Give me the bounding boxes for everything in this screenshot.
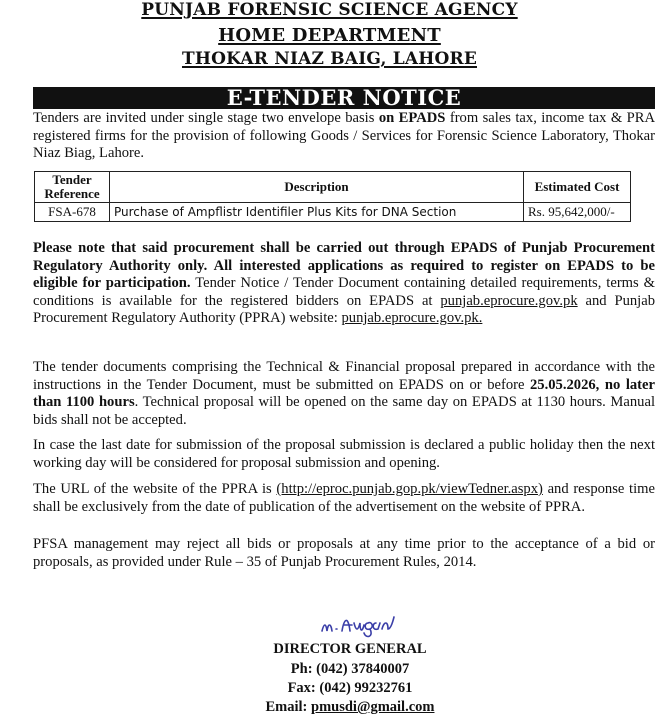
eprocure-link-2[interactable]: punjab.eprocure.gov.pk. bbox=[341, 310, 483, 327]
col-header-description: Description bbox=[110, 172, 524, 203]
cell-reference: FSA-678 bbox=[35, 203, 110, 222]
submission-paragraph: The tender documents comprising the Technical & Financial proposal prepared in accordance with the instructions in the Tender Document, must be submitted on EPADS on or before 25.05.2026, no later than 1100 hours. Technical proposal will be opened on the same day on EPADS at 1130 hours. Manual bids shall not be accepted. bbox=[33, 359, 655, 428]
tender-table bbox=[34, 171, 631, 222]
ppra-url-paragraph: The URL of the website of the PPRA is (http://eproc.punjab.gop.pk/viewTedner.aspx) and response time shall be exclusively from the date of publication of the advertisement on the website of PPRA. bbox=[33, 481, 655, 515]
agency-name: PUNJAB FORENSIC SCIENCE AGENCY bbox=[141, 0, 518, 20]
ppra-url-link[interactable]: (http://eproc.punjab.gop.pk/viewTedner.aspx) bbox=[276, 481, 543, 497]
table-row bbox=[35, 203, 631, 222]
email-link[interactable]: pmusdi@gmail.com bbox=[311, 699, 435, 715]
col-header-reference: Tender Reference bbox=[35, 172, 110, 203]
col-header-cost: Estimated Cost bbox=[524, 172, 631, 203]
intro-paragraph: Tenders are invited under single stage two envelope basis on EPADS from sales tax, income tax & PRA registered firms for the provision of following Goods / Services for Forensic Science Laboratory, Thokar Niaz Biag, Lahore. bbox=[33, 110, 656, 162]
table-header-row bbox=[35, 172, 631, 203]
holiday-paragraph: In case the last date for submission of the proposal submission is declared a public holiday then the next working day will be considered for proposal submission and opening. bbox=[33, 437, 655, 471]
notice-banner: E-TENDER NOTICE bbox=[33, 87, 655, 109]
department-name: HOME DEPARTMENT bbox=[218, 25, 441, 46]
procurement-paragraph: Please note that said procurement shall be carried out through EPADS of Punjab Procurement Regulatory Authority only. All interested applications as required to register on EPADS to be eligible for participation. Tender Notice / Tender Document containing detailed requirements, terms & conditions is available for the registered bidders on EPADS at punjab.eprocure.gov.pk and Punjab Procurement Regulatory Authority (PPRA) website: punjab.eprocure.gov.pk. bbox=[33, 240, 655, 327]
rejection-paragraph: PFSA management may reject all bids or proposals at any time prior to the acceptance of a bid or proposals, as provided under Rule – 35 of Punjab Procurement Rules, 2014. bbox=[33, 536, 655, 570]
email-line: Email: pmusdi@gmail.com bbox=[265, 699, 435, 715]
signatory-title: DIRECTOR GENERAL bbox=[273, 641, 427, 657]
fax-number: Fax: (042) 99232761 bbox=[287, 680, 413, 696]
eprocure-link[interactable]: punjab.eprocure.gov.pk bbox=[440, 292, 578, 309]
agency-address: THOKAR NIAZ BAIG, LAHORE bbox=[181, 49, 477, 69]
cell-cost: Rs. 95,642,000/- bbox=[524, 203, 631, 222]
handwritten-signature bbox=[318, 609, 438, 639]
phone-number: Ph: (042) 37840007 bbox=[290, 661, 410, 677]
cell-description: Purchase of Ampflistr Identifiler Plus Kits for DNA Section bbox=[110, 203, 524, 222]
